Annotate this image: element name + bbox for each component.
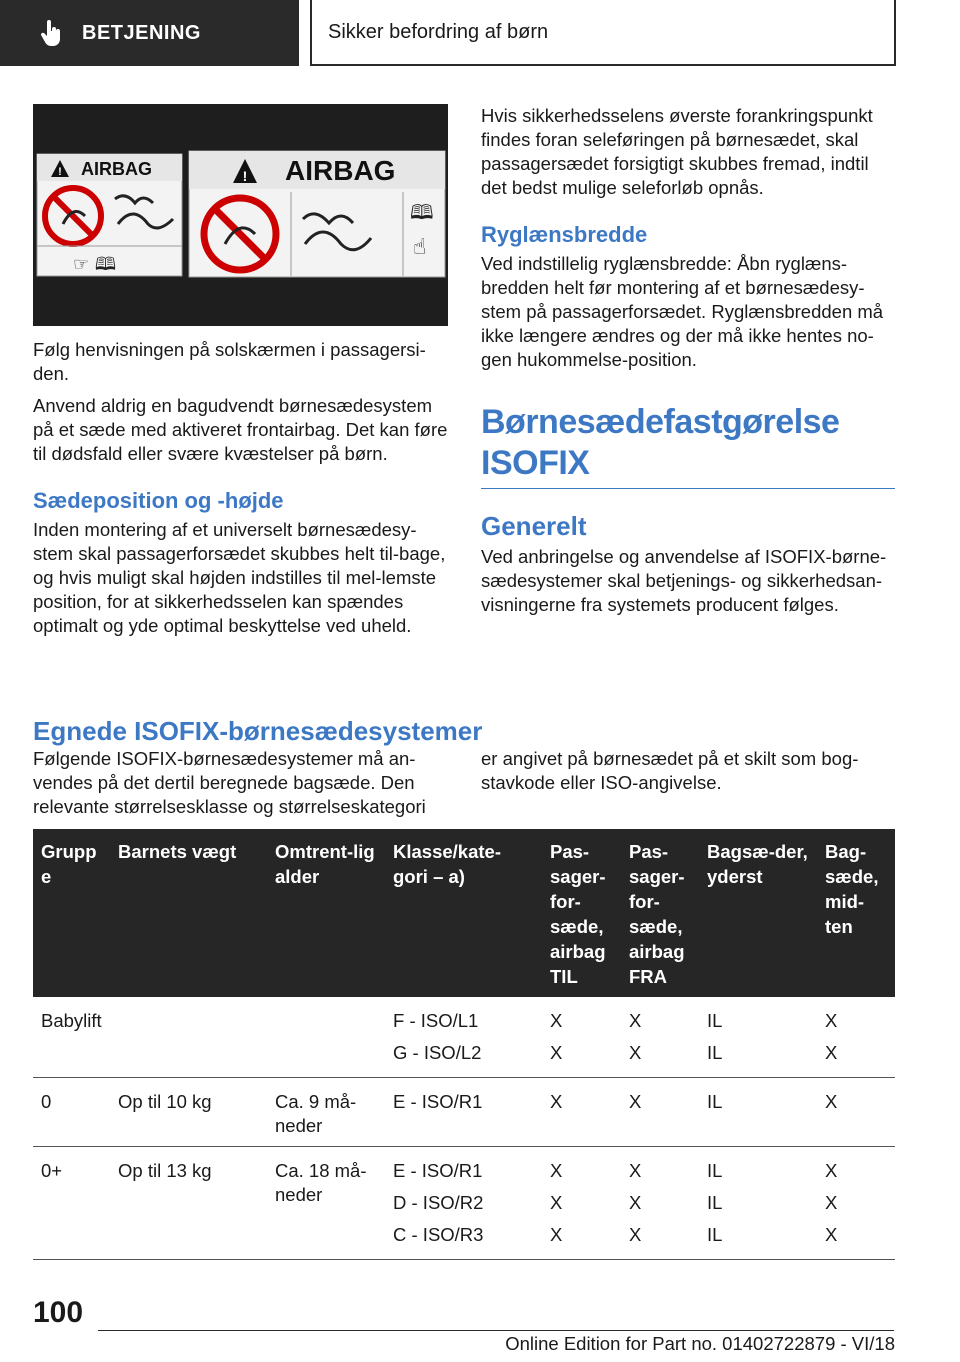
left-column — [33, 338, 448, 646]
col-header-rear-middle: Bag-sæde, mid-ten — [817, 829, 895, 997]
backrest-width-text: Ved indstillelig ryglænsbredde: Åbn ryglæns-bredden helt før montering af et børnesædesy-stem på passagerforsædet. Ryglænsbredden må ikke længere ændres og der må ikke hentes no-gen hukommelse-position. — [481, 253, 884, 370]
cell-value: X — [825, 1042, 838, 1063]
table-cell-weight: Op til 10 kg — [110, 1078, 267, 1147]
table-cell-outer — [699, 1147, 817, 1260]
col-header-airbag-off: Pas-sager-for-sæde, airbag FRA — [621, 829, 699, 997]
airbag-label-small: AIRBAG — [81, 159, 152, 179]
table-cell-on — [542, 1147, 621, 1260]
cell-value: IL — [707, 1224, 723, 1245]
airbag-warning-image — [33, 104, 448, 326]
cell-value: X — [550, 1224, 563, 1245]
cell-value: X — [629, 1091, 642, 1112]
table-cell-cls — [385, 997, 542, 1078]
cell-value: X — [550, 1042, 563, 1063]
cell-value: X — [825, 1091, 838, 1112]
suitable-intro-right: er angivet på børnesædet på et skilt som bog-stavkode eller ISO-angivelse. — [481, 748, 859, 793]
col-header-age: Omtrent-lig alder — [267, 829, 385, 997]
general-heading: Generelt — [481, 511, 587, 541]
anchor-point-text: Hvis sikkerhedsselens øverste forankringspunkt findes foran seleføringen på børnesædet, skal passagersædet forsigtigt skubbes fremad, indtil det bedst mulige seleforløb opnås. — [481, 105, 873, 198]
svg-text:!: ! — [58, 166, 62, 178]
table-cell-cls — [385, 1078, 542, 1147]
cell-value: X — [550, 1192, 563, 1213]
isofix-section-heading — [481, 402, 895, 489]
suitable-isofix-heading: Egnede ISOFIX-børnesædesystemer — [33, 716, 483, 746]
cell-value: IL — [707, 1160, 723, 1181]
table-cell-mid — [817, 1147, 895, 1260]
svg-text:☞ 🕮: ☞ 🕮 — [73, 254, 117, 275]
table-cell-group: Babylift — [33, 997, 110, 1078]
cell-value: X — [629, 1192, 642, 1213]
cell-value: D - ISO/R2 — [393, 1192, 484, 1213]
svg-text:🕮: 🕮 — [410, 200, 434, 224]
cell-value: X — [550, 1091, 563, 1112]
header-section-tab — [0, 0, 299, 66]
cell-value: X — [825, 1010, 838, 1031]
table-cell-outer — [699, 1078, 817, 1147]
header-chapter-box — [310, 0, 896, 66]
cell-value: E - ISO/R1 — [393, 1091, 483, 1112]
cell-value: G - ISO/L2 — [393, 1042, 482, 1063]
header-section-label: BETJENING — [82, 21, 201, 44]
table-cell-weight: Op til 13 kg — [110, 1147, 267, 1260]
cell-value: X — [825, 1192, 838, 1213]
table-cell-off — [621, 1078, 699, 1147]
cell-value: X — [629, 1042, 642, 1063]
table-cell-cls — [385, 1147, 542, 1260]
col-header-weight: Barnets vægt — [110, 829, 267, 997]
table-cell-off — [621, 1147, 699, 1260]
isofix-table — [33, 829, 895, 1260]
table-row — [33, 997, 895, 1078]
svg-text:☝: ☝ — [413, 235, 427, 260]
right-column — [481, 104, 895, 625]
isofix-heading-line2: ISOFIX — [481, 444, 590, 482]
cell-value: X — [550, 1160, 563, 1181]
rear-facing-warning: Anvend aldrig en bagudvendt børnesædesystem på et sæde med aktiveret frontairbag. Det kan føre til dødsfald eller svære kvæstelser på børn. — [33, 395, 448, 464]
table-cell-group: 0+ — [33, 1147, 110, 1260]
seat-position-heading: Sædeposition og -højde — [33, 488, 284, 513]
table-cell-age: Ca. 9 må-neder — [267, 1078, 385, 1147]
sun-visor-note: Følg henvisningen på solskærmen i passagersi-den. — [33, 339, 426, 384]
cell-value: E - ISO/R1 — [393, 1160, 483, 1181]
table-header-row — [33, 829, 895, 997]
cell-value: F - ISO/L1 — [393, 1010, 479, 1031]
table-cell-age — [267, 997, 385, 1078]
cell-value: IL — [707, 1091, 723, 1112]
cell-value: X — [629, 1224, 642, 1245]
general-text: Ved anbringelse og anvendelse af ISOFIX-børne-sædesystemer skal betjenings- og sikkerhedsan-visningerne fra systemets producent følges. — [481, 546, 887, 615]
isofix-heading-line1: Børnesædefastgørelse — [481, 403, 840, 441]
cell-value: X — [629, 1160, 642, 1181]
table-cell-on — [542, 997, 621, 1078]
cell-value: X — [550, 1010, 563, 1031]
col-header-class: Klasse/kate-gori – a) — [385, 829, 542, 997]
edition-note: Online Edition for Part no. 01402722879 - VI/18 — [505, 1333, 895, 1354]
table-cell-mid — [817, 997, 895, 1078]
airbag-label-large: AIRBAG — [285, 155, 396, 186]
cell-value: C - ISO/R3 — [393, 1224, 484, 1245]
table-cell-age: Ca. 18 må-neder — [267, 1147, 385, 1260]
footer-rule — [98, 1330, 894, 1331]
page-number: 100 — [33, 1296, 84, 1329]
col-header-airbag-on: Pas-sager-for-sæde, airbag TIL — [542, 829, 621, 997]
col-header-group: Grupp e — [33, 829, 110, 997]
cell-value: X — [825, 1224, 838, 1245]
col-header-rear-outer: Bagsæ-der, yderst — [699, 829, 817, 997]
cell-value: X — [629, 1010, 642, 1031]
table-cell-outer — [699, 997, 817, 1078]
seat-position-text: Inden montering af et universelt børnesædesy-stem skal passagerforsædet skubbes helt til-bage, og hvis muligt skal højden indstilles til mel-lemste position, for at sikkerhedsselen kan spændes optimalt og yde optimal beskyttelse ved uheld. — [33, 519, 446, 636]
header-chapter-title: Sikker befordring af børn — [328, 20, 549, 43]
table-cell-group: 0 — [33, 1078, 110, 1147]
suitable-intro-left: Følgende ISOFIX-børnesædesystemer må an-vendes på det dertil beregnede bagsæde. Den relevante størrelsesklasse og størrelseskategori — [33, 748, 426, 817]
svg-text:!: ! — [242, 168, 248, 184]
cell-value: IL — [707, 1042, 723, 1063]
table-cell-weight — [110, 997, 267, 1078]
cell-value: IL — [707, 1010, 723, 1031]
table-row — [33, 1078, 895, 1147]
table-cell-off — [621, 997, 699, 1078]
table-row — [33, 1147, 895, 1260]
cell-value: IL — [707, 1192, 723, 1213]
table-cell-mid — [817, 1078, 895, 1147]
cell-value: X — [825, 1160, 838, 1181]
table-cell-on — [542, 1078, 621, 1147]
hand-touch-icon — [40, 19, 64, 47]
backrest-width-heading: Ryglænsbredde — [481, 222, 648, 247]
